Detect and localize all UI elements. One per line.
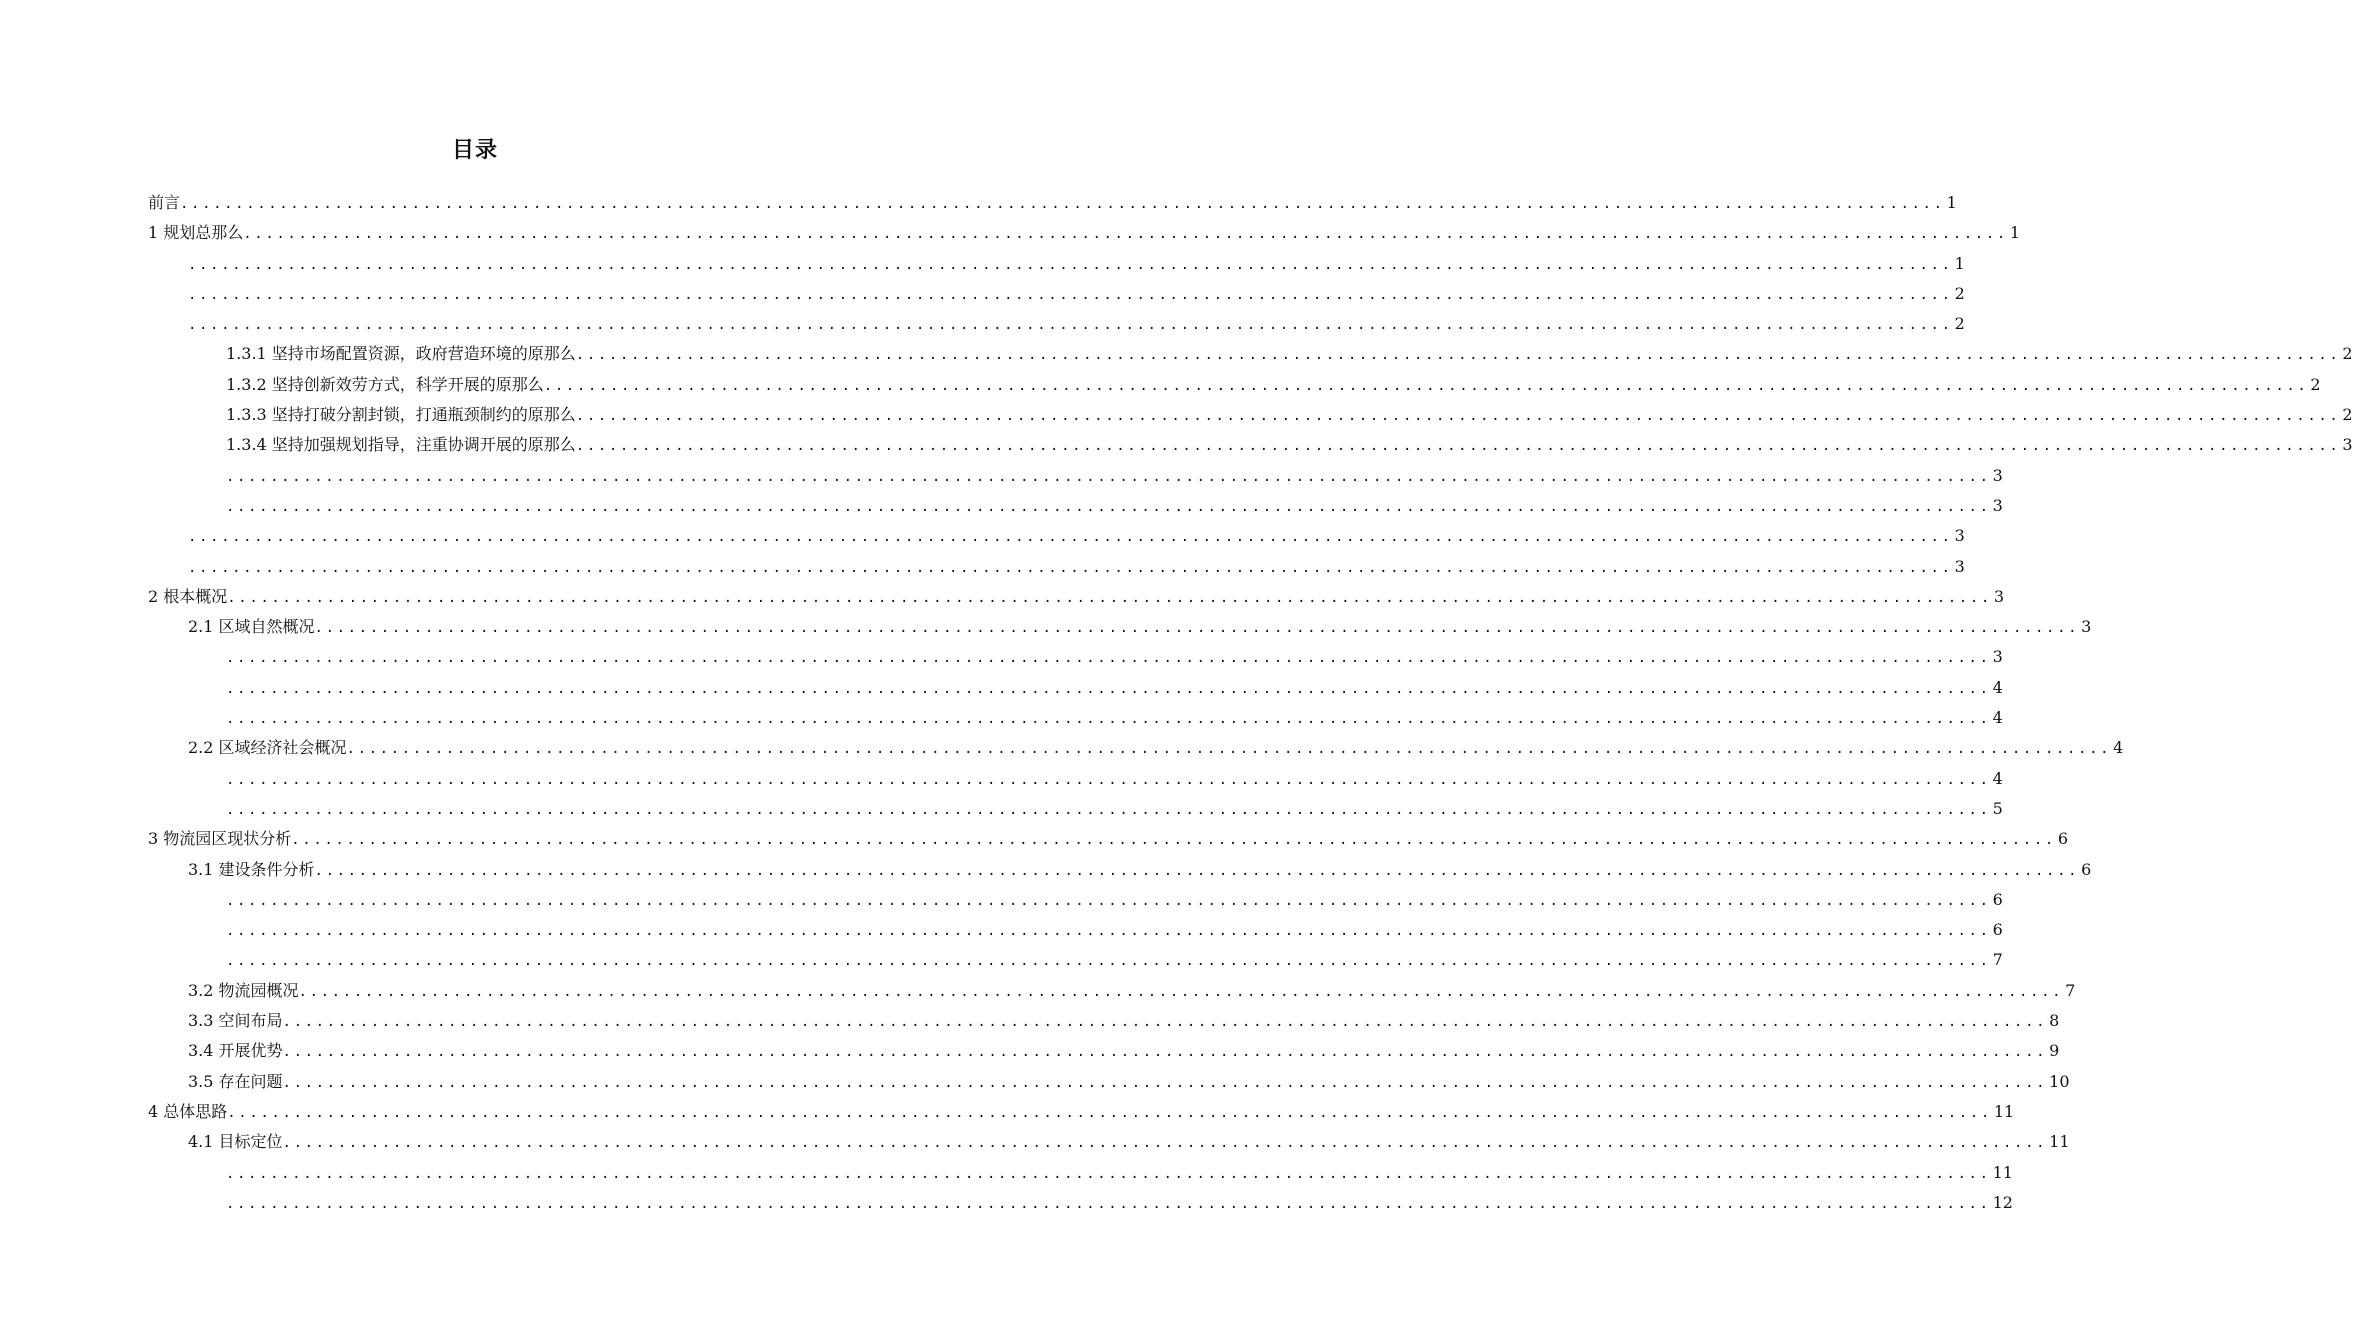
toc-page-number: 9	[2049, 1041, 2060, 1061]
toc-page-number: 2	[1954, 314, 1965, 334]
toc-entry[interactable]	[148, 218, 2021, 248]
toc-page-number: 3	[1992, 647, 2003, 667]
toc-entry[interactable]	[148, 1006, 2060, 1036]
toc-page-number: 2	[2310, 374, 2321, 394]
toc-page-number: 11	[1993, 1101, 2015, 1121]
toc-entry[interactable]	[148, 976, 2076, 1006]
toc-page-number: 1	[1946, 193, 1957, 212]
toc-leader-dots: ................................................................................................................................................................	[243, 226, 2008, 243]
toc-page-number: 7	[1992, 950, 2003, 970]
toc-page-number: 11	[2049, 1132, 2070, 1152]
toc-entry[interactable]	[148, 188, 1957, 218]
toc-list	[148, 188, 2353, 1218]
toc-entry[interactable]	[148, 733, 2124, 763]
toc-leader-dots: ................................................................................................................................................................	[282, 1014, 2048, 1031]
toc-page-number: 5	[1992, 798, 2003, 818]
toc-entry[interactable]	[148, 855, 2092, 885]
toc-entry[interactable]	[148, 612, 2092, 642]
toc-leader-dots: ................................................................................................................................................................	[227, 589, 1992, 606]
toc-leader-dots: ................................................................................................................................................................	[314, 862, 2080, 879]
toc-leader-dots: ................................................................................................................................................................	[575, 438, 2341, 455]
toc-page-number: 4	[1992, 768, 2003, 788]
toc-page-number: 1	[1954, 253, 1965, 273]
toc-page-number: 6	[1992, 920, 2003, 940]
toc-page-number: 3	[2342, 435, 2353, 455]
toc-page-number: 2	[2342, 405, 2353, 425]
toc-leader-dots: ................................................................................................................................................................	[226, 923, 1991, 940]
toc-entry[interactable]	[148, 885, 2003, 915]
toc-page-number: 6	[2057, 829, 2069, 849]
toc-entry[interactable]	[148, 249, 1965, 279]
toc-page-number: 6	[1992, 889, 2003, 909]
toc-leader-dots: ................................................................................................................................................................	[226, 1195, 1991, 1212]
toc-leader-dots: ................................................................................................................................................................	[282, 1044, 2048, 1061]
toc-page-number: 10	[2049, 1071, 2070, 1091]
toc-leader-dots: ................................................................................................................................................................	[543, 377, 2309, 394]
toc-leader-dots: ................................................................................................................................................................	[226, 711, 1991, 728]
toc-leader-dots: ................................................................................................................................................................	[226, 953, 1991, 970]
toc-leader-dots: ................................................................................................................................................................	[298, 983, 2064, 1000]
toc-entry[interactable]	[148, 764, 2003, 794]
toc-entry-text: 3.2 物流园概况	[188, 980, 299, 1000]
toc-entry-text: 2.2 区域经济社会概况	[188, 738, 347, 758]
toc-entry-text: 4 总体思路	[148, 1101, 228, 1121]
toc-entry[interactable]	[148, 370, 2321, 400]
toc-entry[interactable]	[148, 461, 2003, 491]
toc-leader-dots: ................................................................................................................................................................	[291, 832, 2056, 849]
toc-entry[interactable]	[148, 703, 2003, 733]
toc-entry[interactable]	[148, 1188, 2013, 1218]
toc-entry[interactable]	[148, 794, 2003, 824]
toc-entry[interactable]	[148, 521, 1965, 551]
toc-page-number: 3	[1954, 526, 1965, 546]
toc-leader-dots: ................................................................................................................................................................	[180, 196, 1945, 212]
toc-leader-dots: ................................................................................................................................................................	[226, 771, 1991, 788]
toc-entry[interactable]	[148, 430, 2353, 460]
toc-leader-dots: ................................................................................................................................................................	[226, 892, 1991, 909]
toc-leader-dots: ................................................................................................................................................................	[188, 559, 1953, 576]
toc-entry[interactable]	[148, 824, 2069, 854]
toc-entry-text: 1.3.4 坚持加强规划指导，注重协调开展的原那么	[226, 435, 576, 455]
toc-entry[interactable]	[148, 309, 1965, 339]
toc-leader-dots: ................................................................................................................................................................	[282, 1074, 2048, 1091]
toc-page-number: 1	[2009, 223, 2021, 243]
toc-page-number: 3	[1992, 495, 2003, 515]
toc-page-number: 4	[1992, 677, 2003, 697]
toc-leader-dots: ................................................................................................................................................................	[226, 680, 1991, 697]
toc-entry-text: 1.3.3 坚持打破分割封锁，打通瓶颈制约的原那么	[226, 405, 576, 425]
toc-entry-text: 2.1 区域自然概况	[188, 617, 315, 637]
toc-entry-text: 1 规划总那么	[148, 223, 244, 243]
toc-page-number: 8	[2049, 1011, 2060, 1031]
toc-leader-dots: ................................................................................................................................................................	[227, 1104, 1992, 1121]
toc-entry-text: 2 根本概况	[148, 586, 228, 606]
toc-page-number: 4	[2113, 738, 2124, 758]
toc-entry[interactable]	[148, 1036, 2060, 1066]
toc-entry-text: 1.3.1 坚持市场配置资源，政府营造环境的原那么	[226, 344, 576, 364]
toc-entry[interactable]	[148, 339, 2353, 369]
toc-leader-dots: ................................................................................................................................................................	[314, 620, 2080, 637]
toc-entry[interactable]	[148, 582, 2005, 612]
toc-entry-text: 3.1 建设条件分析	[188, 859, 315, 879]
toc-leader-dots: ................................................................................................................................................................	[226, 801, 1991, 818]
toc-page-number: 3	[1992, 465, 2003, 485]
toc-page-number: 2	[1954, 283, 1965, 303]
toc-entry[interactable]	[148, 400, 2353, 430]
toc-leader-dots: ................................................................................................................................................................	[282, 1135, 2048, 1152]
toc-leader-dots: ................................................................................................................................................................	[575, 347, 2341, 364]
toc-page-number: 4	[1992, 708, 2003, 728]
toc-page-number: 11	[1992, 1162, 2013, 1182]
toc-leader-dots: ................................................................................................................................................................	[188, 529, 1953, 546]
toc-entry[interactable]	[148, 1158, 2013, 1188]
toc-leader-dots: ................................................................................................................................................................	[346, 741, 2112, 758]
toc-entry[interactable]	[148, 1067, 2070, 1097]
toc-entry-text: 3 物流园区现状分析	[148, 829, 292, 849]
toc-page-number: 3	[1993, 586, 2005, 606]
toc-page-number: 3	[1954, 556, 1965, 576]
toc-entry-text: 3.3 空间布局	[188, 1011, 283, 1031]
toc-page-number: 3	[2081, 617, 2092, 637]
toc-entry-text: 3.4 开展优势	[188, 1041, 283, 1061]
toc-entry-text: 1.3.2 坚持创新效劳方式，科学开展的原那么	[226, 374, 544, 394]
toc-entry-text: 4.1 目标定位	[188, 1132, 283, 1152]
toc-entry[interactable]	[148, 491, 2003, 521]
toc-entry[interactable]	[148, 673, 2003, 703]
toc-leader-dots: ................................................................................................................................................................	[188, 286, 1953, 303]
toc-leader-dots: ................................................................................................................................................................	[188, 317, 1953, 334]
toc-page-number: 12	[1992, 1192, 2013, 1212]
toc-page-number: 7	[2065, 980, 2076, 1000]
toc-entry[interactable]	[148, 642, 2003, 672]
toc-entry[interactable]	[148, 915, 2003, 945]
toc-page-number: 2	[2342, 344, 2353, 364]
toc-leader-dots: ................................................................................................................................................................	[575, 408, 2341, 425]
toc-entry[interactable]	[148, 279, 1965, 309]
toc-entry[interactable]	[148, 945, 2003, 975]
toc-entry[interactable]	[148, 1097, 2015, 1127]
toc-page-number: 6	[2081, 859, 2092, 879]
toc-leader-dots: ................................................................................................................................................................	[226, 1165, 1991, 1182]
toc-entry-text: 前言	[148, 193, 181, 212]
toc-entry[interactable]	[148, 552, 1965, 582]
toc-title: 目录	[451, 138, 498, 163]
toc-leader-dots: ................................................................................................................................................................	[226, 498, 1991, 515]
toc-leader-dots: ................................................................................................................................................................	[226, 468, 1991, 485]
toc-leader-dots: ................................................................................................................................................................	[188, 256, 1953, 273]
toc-entry[interactable]	[148, 1127, 2070, 1157]
toc-entry-text: 3.5 存在问题	[188, 1071, 283, 1091]
toc-leader-dots: ................................................................................................................................................................	[226, 650, 1991, 667]
